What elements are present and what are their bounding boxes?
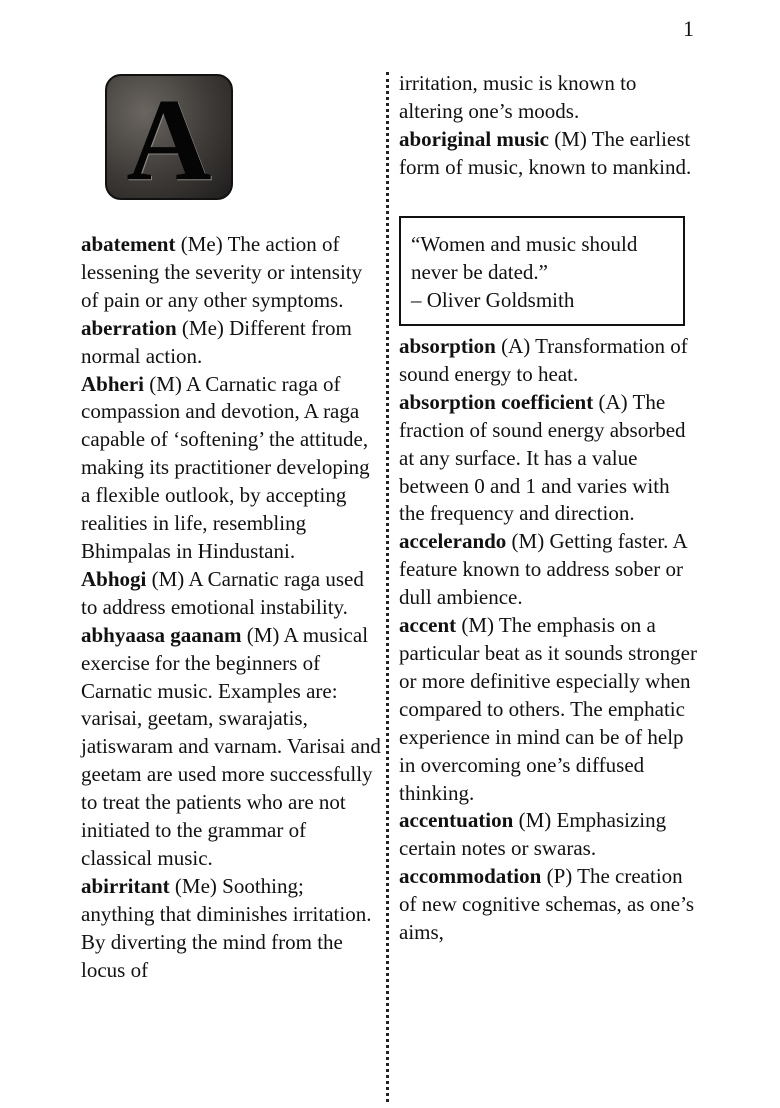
entry-term: Abheri: [81, 371, 144, 396]
entry-definition: The action of lessening the severity or intensity of pain or any other symptoms.: [81, 232, 363, 312]
entry-definition: A musical exercise for the beginners of Carnatic music. Examples are: varisai, geetam, swarajatis, jatiswaram and varnam. Varisai and geetam are used more successfully to treat the patients who are not initiated to the grammar of classical music.: [81, 622, 381, 870]
quote-attribution: – Oliver Goldsmith: [411, 288, 575, 312]
left-column: [81, 231, 381, 984]
entry-absorption: [399, 333, 699, 389]
entry-definition: The creation of new cognitive schemas, as one’s aims,: [399, 864, 695, 945]
entry-tag: (Me): [176, 315, 230, 340]
quote-box: [399, 216, 685, 326]
entry-tag: (M): [506, 529, 550, 554]
entry-term: abhyaasa gaanam: [81, 622, 242, 647]
entry-definition: Transformation of sound energy to heat.: [399, 334, 688, 386]
right-column-top: [399, 70, 699, 182]
entry-term: aberration: [81, 315, 177, 340]
entry-accelerando: [399, 528, 699, 612]
entry-accent: [399, 612, 699, 807]
column-divider: [386, 72, 389, 1102]
entry-abhyaasa-gaanam: [81, 622, 381, 873]
entry-tag: (A): [593, 389, 633, 414]
entry-definition: Emphasizing certain notes or swaras.: [399, 808, 667, 861]
entry-term: accent: [399, 613, 457, 638]
entry-tag: (M): [146, 566, 189, 591]
entry-definition: irritation, music is known to altering one’s moods.: [399, 71, 637, 123]
entry-aberration: [81, 315, 381, 371]
entry-term: accommodation: [399, 864, 542, 889]
section-letter: A: [126, 74, 212, 200]
entry-abatement: [81, 231, 381, 315]
right-column-bottom: [399, 333, 699, 947]
entry-tag: (P): [541, 864, 578, 889]
entry-term: accentuation: [399, 808, 514, 833]
entry-definition: Getting faster. A feature known to address sober or dull ambience.: [399, 529, 687, 610]
entry-term: accelerando: [399, 529, 507, 554]
entry-term: abatement: [81, 232, 176, 256]
entry-tag: (A): [495, 334, 536, 358]
entry-absorption-coefficient: [399, 389, 699, 529]
entry-term: absorption: [399, 334, 496, 358]
entry-accentuation: [399, 807, 699, 863]
entry-definition: The earliest form of music, known to mankind.: [399, 126, 692, 179]
entry-term: aboriginal music: [399, 126, 549, 151]
entry-definition: Different from normal action.: [81, 315, 352, 368]
entry-definition: The fraction of sound energy absorbed at any surface. It has a value between 0 and 1 and varies with the frequency and direction.: [399, 389, 686, 526]
entry-abirritant-continued: [399, 70, 699, 126]
entry-tag: (M): [456, 613, 499, 638]
entry-tag: (M): [144, 371, 186, 396]
entry-tag: (Me): [175, 232, 228, 256]
entry-tag: (Me): [169, 873, 223, 898]
entry-term: absorption coefficient: [399, 389, 594, 414]
entry-definition: Soothing; anything that diminishes irritation. By diverting the mind from the locus of: [81, 873, 372, 982]
entry-tag: (M): [548, 126, 592, 151]
entry-abheri: [81, 371, 381, 566]
quote-line: never be dated.”: [411, 260, 549, 284]
entry-accommodation: [399, 863, 699, 947]
entry-tag: (M): [241, 622, 284, 647]
entry-abirritant: [81, 873, 381, 985]
entry-aboriginal-music: [399, 126, 699, 182]
entry-term: abirritant: [81, 873, 170, 898]
entry-tag: (M): [513, 808, 557, 833]
entry-term: Abhogi: [81, 566, 147, 591]
entry-definition: A Carnatic raga of compassion and devotion, A raga capable of ‘softening’ the attitude, making its practitioner developing a flexible outlook, by accepting realities in life, resembling Bhimpalas in Hindustani.: [81, 371, 370, 563]
entry-definition: The emphasis on a particular beat as it sounds stronger or more definitive especially when compared to others. The emphatic experience in mind can be of help in overcoming one’s diffused thinking.: [399, 613, 697, 805]
entry-definition: A Carnatic raga used to address emotional instability.: [81, 566, 364, 619]
page-number: 1: [683, 16, 694, 41]
entry-abhogi: [81, 566, 381, 622]
section-letter-badge: [105, 74, 233, 200]
quote-line: “Women and music should: [411, 232, 638, 256]
